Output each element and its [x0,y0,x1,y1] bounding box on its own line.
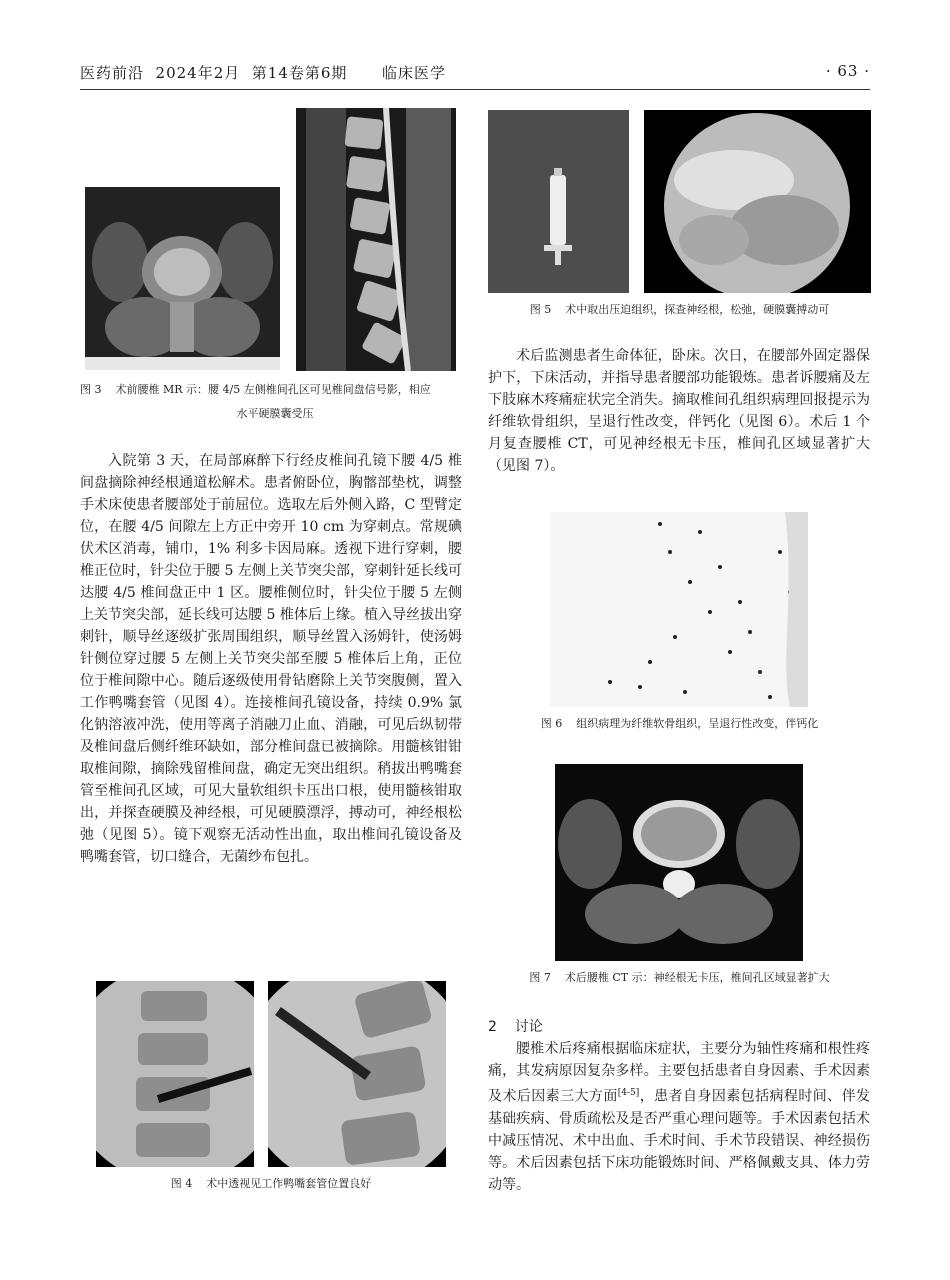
surgery-paragraph: 入院第 3 天，在局部麻醉下行经皮椎间孔镜下腰 4/5 椎间盘摘除神经根通道松解术。患者俯卧位，胸髂部垫枕，调整手术床使患者腰部处于前屈位。选取左后外侧入路，C 型臂定位，在腰 4/5 间隙左上方正中旁开 10 cm 为穿刺点。常规碘伏术区消毒，铺巾，1% 利多卡因局麻。透视下进行穿刺，腰椎正位时，针尖位于腰 5 左侧上关节突尖部，穿刺针延长线可达腰 4/5 椎间盘正中 1 区。腰椎侧位时，针尖位于腰 5 左侧上关节突尖部，延长线可达腰 5 椎体后上缘。植入导丝拔出穿刺针，顺导丝逐级扩张周围组织，顺导丝置入汤姆针，使汤姆针侧位穿过腰 5 左侧上关节突尖部至腰 5 椎体后上角，正位位于椎间隙中心。随后逐级使用骨钻磨除上关节突腹侧，置入工作鸭嘴套管（见图 4）。连接椎间孔镜设备，持续 0.9% 氯化钠溶液冲洗，使用等离子消融刀止血、消融，可见后纵韧带及椎间盘后侧纤维环缺如，部分椎间盘已被摘除。用髓核钳钳取椎间隙，摘除残留椎间盘，确定无突出组织。稍拔出鸭嘴套管至椎间孔区域，可见大量软组织卡压出口根，使用髓核钳取出，并探查硬膜及神经根，可见硬膜漂浮，搏动可，神经根松弛（见图 5）。镜下观察无活动性出血，取出椎间孔镜设备及鸭嘴套管，切口缝合，无菌纱布包扎。 [80,453,462,865]
running-header [80,62,870,86]
right-column-text-1 [488,345,870,477]
fig3-axial-mr-image [85,187,280,370]
discussion-paragraph [488,1038,870,1196]
fig3-caption-line2: 水平硬膜囊受压 [236,407,314,420]
header-rule [80,89,870,90]
citation-4-5: [4-5] [617,1088,640,1098]
fig5-caption: 图 5 术中取出压迫组织，探查神经根，松弛，硬膜囊搏动可 [529,303,830,316]
fig6-histopathology-image [550,512,808,707]
page-number: · 63 · [825,62,870,80]
fig3-sagittal-mr-image [296,108,456,371]
fig3-caption-line1: 图 3 术前腰椎 MR 示：腰 4/5 左侧椎间孔区可见椎间盘信号影，相应 [80,383,431,396]
postop-paragraph: 术后监测患者生命体征，卧床。次日，在腰部外固定器保护下，下床活动，并指导患者腰部功能锻炼。患者诉腰痛及左下肢麻木疼痛症状完全消失。摘取椎间孔组织病理回报提示为纤维软骨组织，呈退行性改变，伴钙化（见图 6）。术后 1 个月复查腰椎 CT，可见神经根无卡压，椎间孔区域显著扩大（见图 7）。 [488,348,870,474]
fig7-postop-ct-image [555,764,803,961]
fig7-caption: 图 7 术后腰椎 CT 示：神经根无卡压，椎间孔区域显著扩大 [529,971,830,984]
fig3-caption [80,378,470,426]
fig5-specimen-syringe-image [488,110,629,293]
fig4-fluoroscopy-ap-image [96,981,254,1167]
discussion-text-part1: 腰椎术后疼痛根据临床症状，主要分为轴性疼痛和根性疼痛，其发病原因复杂多样。主要包括患者自身因素、手术因素及术后因素三大方面 [488,1041,870,1105]
right-column-text-2 [488,1038,870,1196]
fig6-caption: 图 6 组织病理为纤维软骨组织，呈退行性改变，伴钙化 [540,717,819,730]
fig4-fluoroscopy-lateral-image [268,981,446,1167]
discussion-text-part2: ，患者自身因素包括病程时间、伴发基础疾病、骨质疏松及是否严重心理问题等。手术因素包括术中减压情况、术中出血、手术时间、手术节段错误、神经损伤等。术后因素包括下床功能锻炼时间、严格佩戴支具、体力劳动等。 [488,1088,871,1193]
section-heading-discussion: 2 讨论 [488,1019,543,1035]
fig4-caption: 图 4 术中透视见工作鸭嘴套管位置良好 [170,1177,372,1190]
fig5-endoscopic-view-image [644,110,871,293]
journal-info: 医药前沿 2024年2月 第14卷第6期 临床医学 [80,64,447,82]
left-column-text [80,450,462,868]
